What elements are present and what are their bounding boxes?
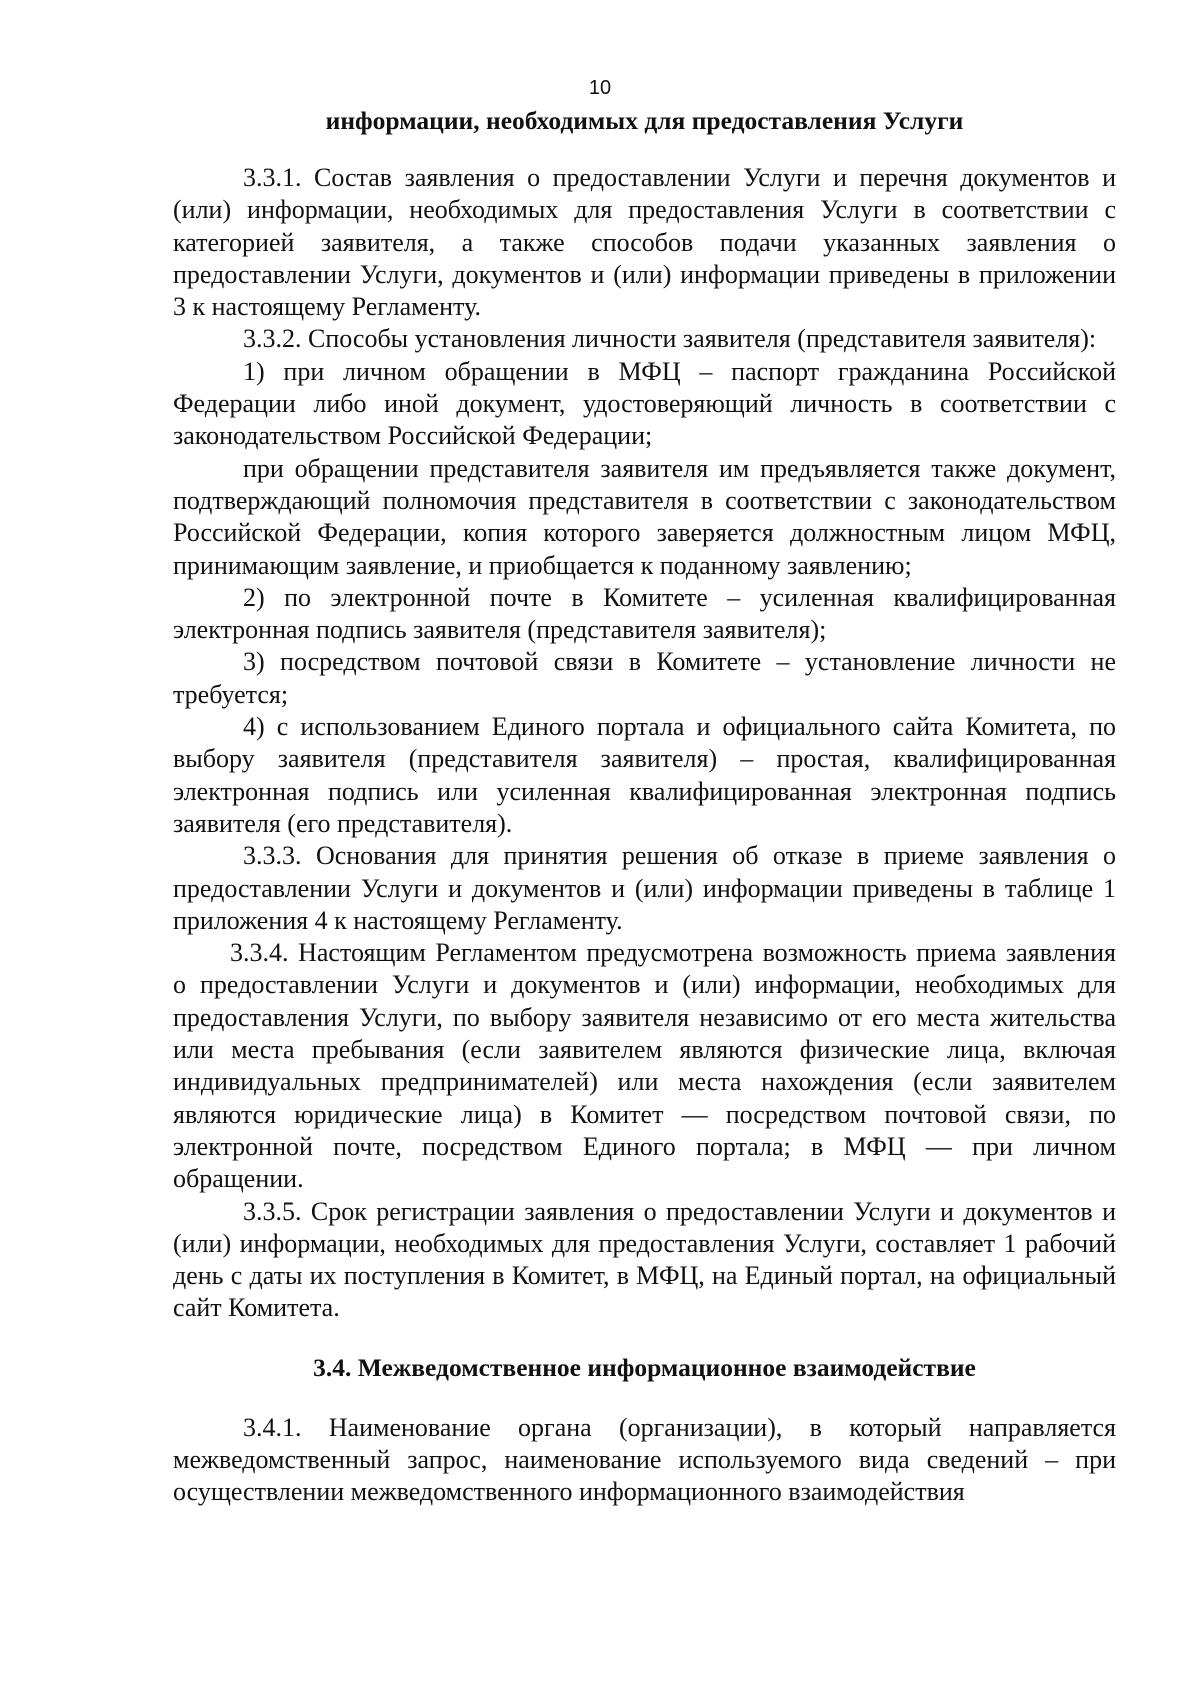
subsection-heading: информации, необходимых для предоставления Услуги — [325, 106, 964, 135]
section-heading-3-4: 3.4. Межведомственное информационное взаимодействие — [313, 1352, 976, 1382]
paragraph-3-3-4: 3.3.4. Настоящим Регламентом предусмотрена возможность приема заявления о предоставлении Услуги и документов и (или) информации, необходимых для предоставления Услуги, по выбору заявителя независимо от его места жительства или места пребывания (если заявителем являются физические лица, включая индивидуальных предпринимателей) или места нахождения (если заявителем являются юридические лица) в Комитет — посредством почтовой связи, по электронной почте, посредством Единого портала; в МФЦ — при личном обращении. — [173, 938, 1116, 1194]
list-item-3: 3) посредством почтовой связи в Комитете – установление личности не требуется; — [173, 647, 1116, 709]
paragraph-3-4-1: 3.4.1. Наименование органа (организации), в который направляется межведомственный запрос, наименование используемого вида сведений – при осуществлении межведомственного информационного взаимодействия — [173, 1412, 1116, 1507]
list-item-1: 1) при личном обращении в МФЦ – паспорт гражданина Российской Федерации либо иной документ, удостоверяющий личность в соответствии с законодательством Российской Федерации; — [173, 356, 1116, 451]
document-body — [173, 104, 1116, 1509]
paragraph-3-3-1: 3.3.1. Состав заявления о предоставлении Услуги и перечня документов и (или) информации, необходимых для предоставления Услуги в соответствии с категорией заявителя, а также способов подачи указанных заявления о предоставлении Услуги, документов и (или) информации приведены в приложении 3 к настоящему Регламенту. — [173, 163, 1116, 322]
paragraph-3-3-3: 3.3.3. Основания для принятия решения об отказе в приеме заявления о предоставлении Услуги и документов и (или) информации приведены в таблице 1 приложения 4 к настоящему Регламенту. — [173, 841, 1116, 935]
paragraph-3-3-5: 3.3.5. Срок регистрации заявления о предоставлении Услуги и документов и (или) информации, необходимых для предоставления Услуги, составляет 1 рабочий день с даты их поступления в Комитет, в МФЦ, на Единый портал, на официальный сайт Комитета. — [173, 1196, 1116, 1323]
list-item-2: 2) по электронной почте в Комитете – усиленная квалифицированная электронная подпись заявителя (представителя заявителя); — [173, 582, 1116, 645]
page-number: 10 — [588, 77, 612, 99]
paragraph-3-3-2: 3.3.2. Способы установления личности заявителя (представителя заявителя): — [243, 324, 1097, 354]
paragraph-representative: при обращении представителя заявителя им предъявляется также документ, подтверждающий полномочия представителя в соответствии с законодательством Российской Федерации, копия которого заверяется должностным лицом МФЦ, принимающим заявление, и приобщается к поданному заявлению; — [173, 453, 1116, 580]
list-item-4: 4) с использованием Единого портала и официального сайта Комитета, по выбору заявителя (представителя заявителя) – простая, квалифицированная электронная подпись или усиленная квалифицированная электронная подпись заявителя (его представителя). — [173, 712, 1116, 838]
